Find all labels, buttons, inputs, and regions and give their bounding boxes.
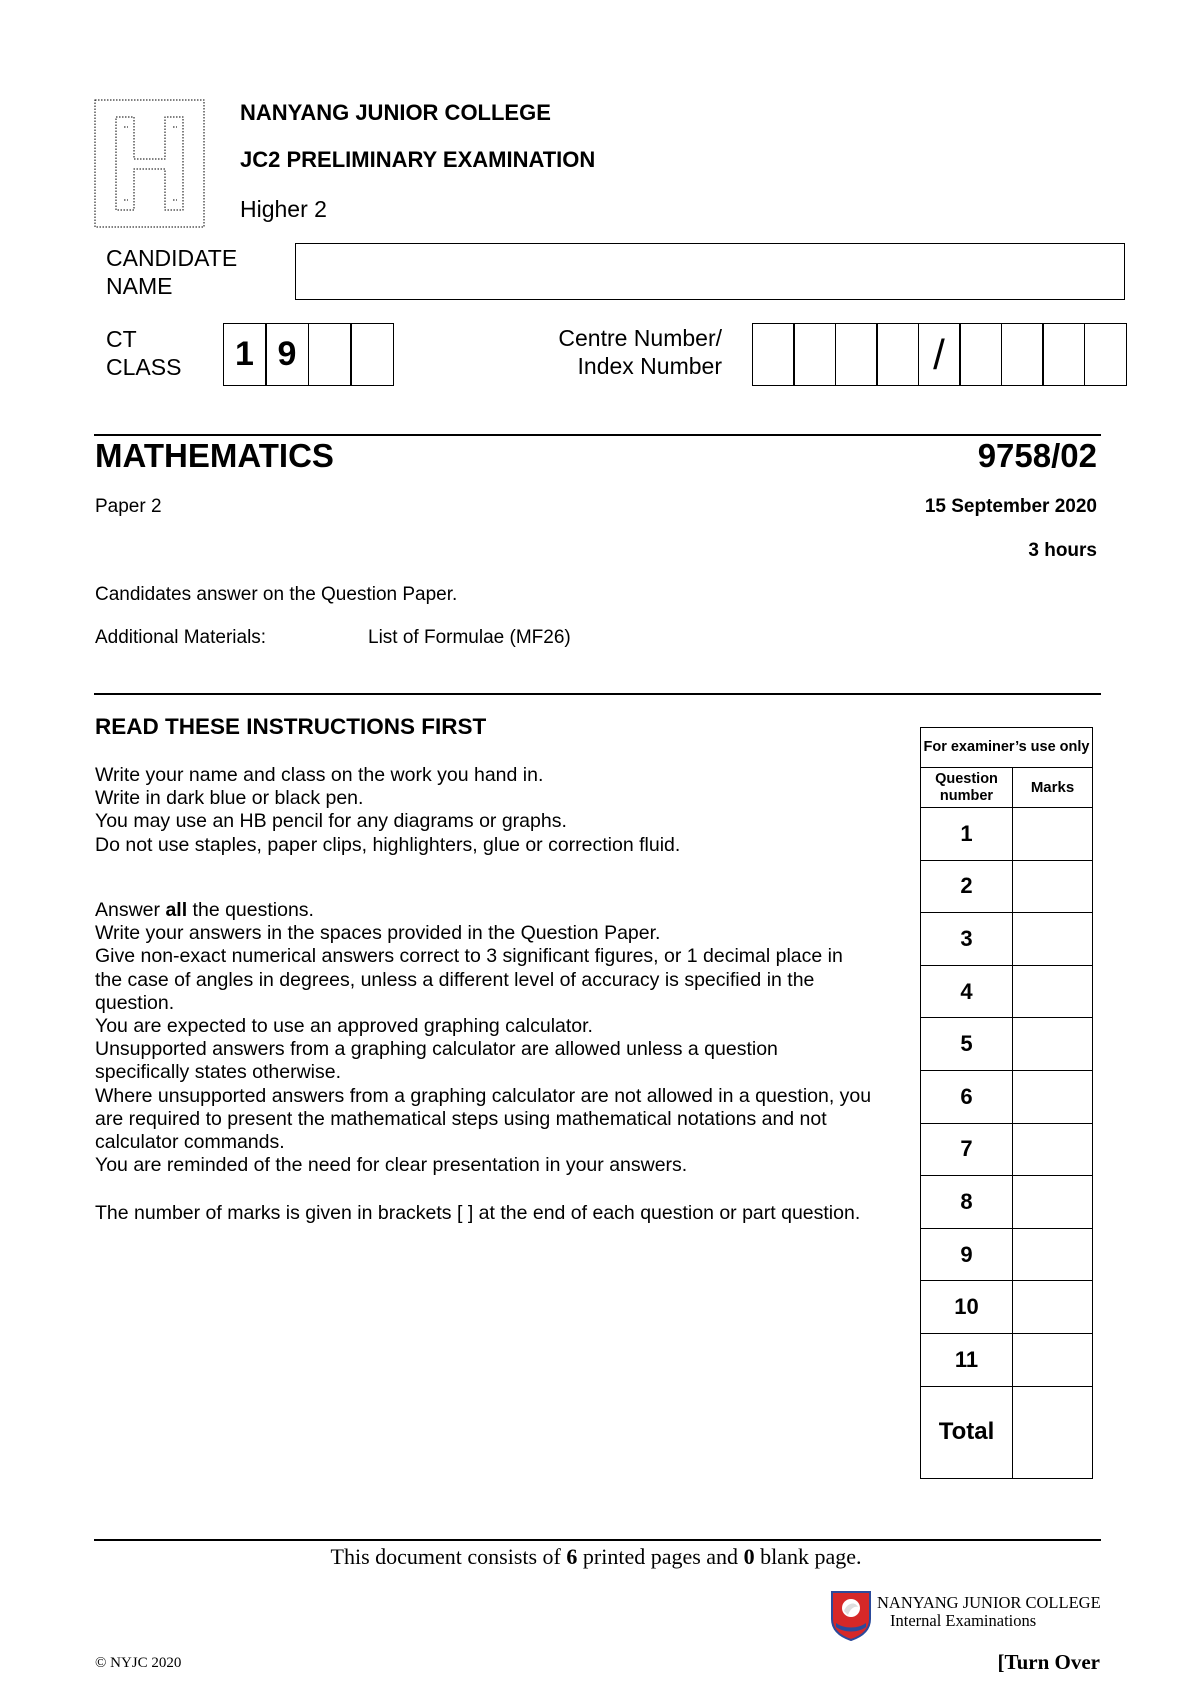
instruction-line: question. — [95, 991, 175, 1014]
materials-value: List of Formulae (MF26) — [368, 627, 571, 648]
marks-cell[interactable] — [1013, 1333, 1093, 1386]
instruction-line: Do not use staples, paper clips, highlighters, glue or correction fluid. — [95, 833, 681, 856]
instruction-line: You are reminded of the need for clear presentation in your answers. — [95, 1154, 688, 1177]
instructions-heading: READ THESE INSTRUCTIONS FIRST — [95, 714, 487, 739]
examiner-table-title: For examiner’s use only — [921, 728, 1093, 768]
marks-cell[interactable] — [1013, 965, 1093, 1018]
question-number-cell: 9 — [921, 1228, 1013, 1281]
ct-class-label: CT CLASS — [106, 326, 182, 380]
level-label: Higher 2 — [240, 196, 327, 222]
instruction-line: Write your name and class on the work you hand in. — [95, 764, 544, 786]
index-separator-cell: / — [918, 323, 961, 386]
instruction-line: calculator commands. — [95, 1131, 285, 1154]
exam-title: JC2 PRELIMINARY EXAMINATION — [240, 147, 596, 172]
materials-label: Additional Materials: — [95, 627, 267, 648]
question-number-cell: 2 — [921, 860, 1013, 913]
question-number-cell: 5 — [921, 1018, 1013, 1071]
marks-header: Marks — [1013, 768, 1093, 808]
instruction-line: Where unsupported answers from a graphing calculator are not allowed in a question, you — [95, 1084, 872, 1107]
question-number-cell: 7 — [921, 1123, 1013, 1176]
marks-cell[interactable] — [1013, 1018, 1093, 1071]
class-digit-cell[interactable] — [350, 323, 394, 386]
marks-cell[interactable] — [1013, 860, 1093, 913]
answer-note: Candidates answer on the Question Paper. — [95, 584, 458, 605]
instruction-line: Write in dark blue or black pen. — [95, 787, 364, 810]
instruction-line: You may use an HB pencil for any diagrams or graphs. — [95, 810, 567, 833]
school-name: NANYANG JUNIOR COLLEGE — [240, 100, 551, 125]
exam-duration: 3 hours — [1028, 540, 1097, 561]
class-digit-cell[interactable] — [308, 323, 352, 386]
instruction-line: specifically states otherwise. — [95, 1061, 342, 1084]
question-number-cell: 1 — [921, 808, 1013, 861]
question-number-cell: 3 — [921, 913, 1013, 966]
copyright: © NYJC 2020 — [95, 1655, 182, 1671]
marks-cell[interactable] — [1013, 913, 1093, 966]
index-cell[interactable] — [1001, 323, 1044, 386]
class-digit-cell[interactable]: 1 — [223, 323, 267, 386]
marks-cell[interactable] — [1013, 808, 1093, 861]
footer-college-name: NANYANG JUNIOR COLLEGE — [877, 1593, 1101, 1612]
ct-class-boxes[interactable] — [224, 323, 394, 386]
instructions-top-rule — [94, 693, 1101, 695]
candidate-name-box[interactable] — [295, 243, 1125, 300]
question-number-cell: 8 — [921, 1176, 1013, 1229]
marks-cell[interactable] — [1013, 1281, 1093, 1334]
index-cell[interactable] — [959, 323, 1002, 386]
question-number-cell: 6 — [921, 1070, 1013, 1123]
subject-top-rule — [94, 434, 1101, 436]
index-cell[interactable] — [752, 323, 795, 386]
nyjc-crest-icon — [830, 1589, 872, 1641]
total-label-cell: Total — [921, 1386, 1013, 1478]
index-number-label: Centre Number/ Index Number — [558, 325, 722, 379]
examiner-marks-table — [920, 727, 1093, 1479]
footer-rule — [94, 1539, 1101, 1541]
instruction-line: the case of angles in degrees, unless a different level of accuracy is specified in the — [95, 968, 815, 991]
question-number-header: Question number — [921, 768, 1013, 808]
instruction-line: are required to present the mathematical steps using mathematical notations and not — [95, 1107, 827, 1130]
index-number-boxes[interactable] — [753, 323, 1127, 386]
index-cell[interactable] — [876, 323, 919, 386]
candidate-name-label: CANDIDATE NAME — [106, 245, 238, 299]
index-cell[interactable] — [793, 323, 836, 386]
footer-internal-exams: Internal Examinations — [890, 1611, 1037, 1630]
paper-code: 9758/02 — [977, 437, 1097, 474]
turn-over: [Turn Over — [997, 1650, 1100, 1674]
question-number-cell: 4 — [921, 965, 1013, 1018]
marks-cell[interactable] — [1013, 1176, 1093, 1229]
instruction-line: Write your answers in the spaces provided in the Question Paper. — [95, 922, 661, 945]
instructions-general — [95, 764, 680, 857]
index-cell[interactable] — [835, 323, 878, 386]
index-cell[interactable] — [1084, 323, 1127, 386]
marks-cell[interactable] — [1013, 1228, 1093, 1281]
question-number-cell: 10 — [921, 1281, 1013, 1334]
instruction-line: Give non-exact numerical answers correct to 3 significant figures, or 1 decimal place in — [95, 945, 843, 968]
marks-cell[interactable] — [1013, 1070, 1093, 1123]
subject-title: MATHEMATICS — [95, 437, 334, 474]
index-cell[interactable] — [1042, 323, 1085, 386]
exam-date: 15 September 2020 — [924, 496, 1097, 517]
marks-note: The number of marks is given in brackets [ ] at the end of each question or part question. — [95, 1202, 861, 1224]
page-count-note: This document consists of 6 printed pages and 0 blank page. — [330, 1544, 862, 1569]
instruction-line: You are expected to use an approved graphing calculator. — [95, 1015, 593, 1038]
paper-number: Paper 2 — [95, 496, 162, 517]
marks-cell[interactable] — [1013, 1123, 1093, 1176]
class-digit-cell[interactable]: 9 — [265, 323, 309, 386]
question-number-cell: 11 — [921, 1333, 1013, 1386]
total-marks-cell[interactable] — [1013, 1386, 1093, 1478]
instruction-line: Unsupported answers from a graphing calculator are allowed unless a question — [95, 1038, 778, 1061]
instructions-answering — [95, 899, 871, 1177]
college-h-logo — [94, 99, 205, 228]
instruction-line-answer-all: Answer all the questions. — [95, 899, 314, 921]
